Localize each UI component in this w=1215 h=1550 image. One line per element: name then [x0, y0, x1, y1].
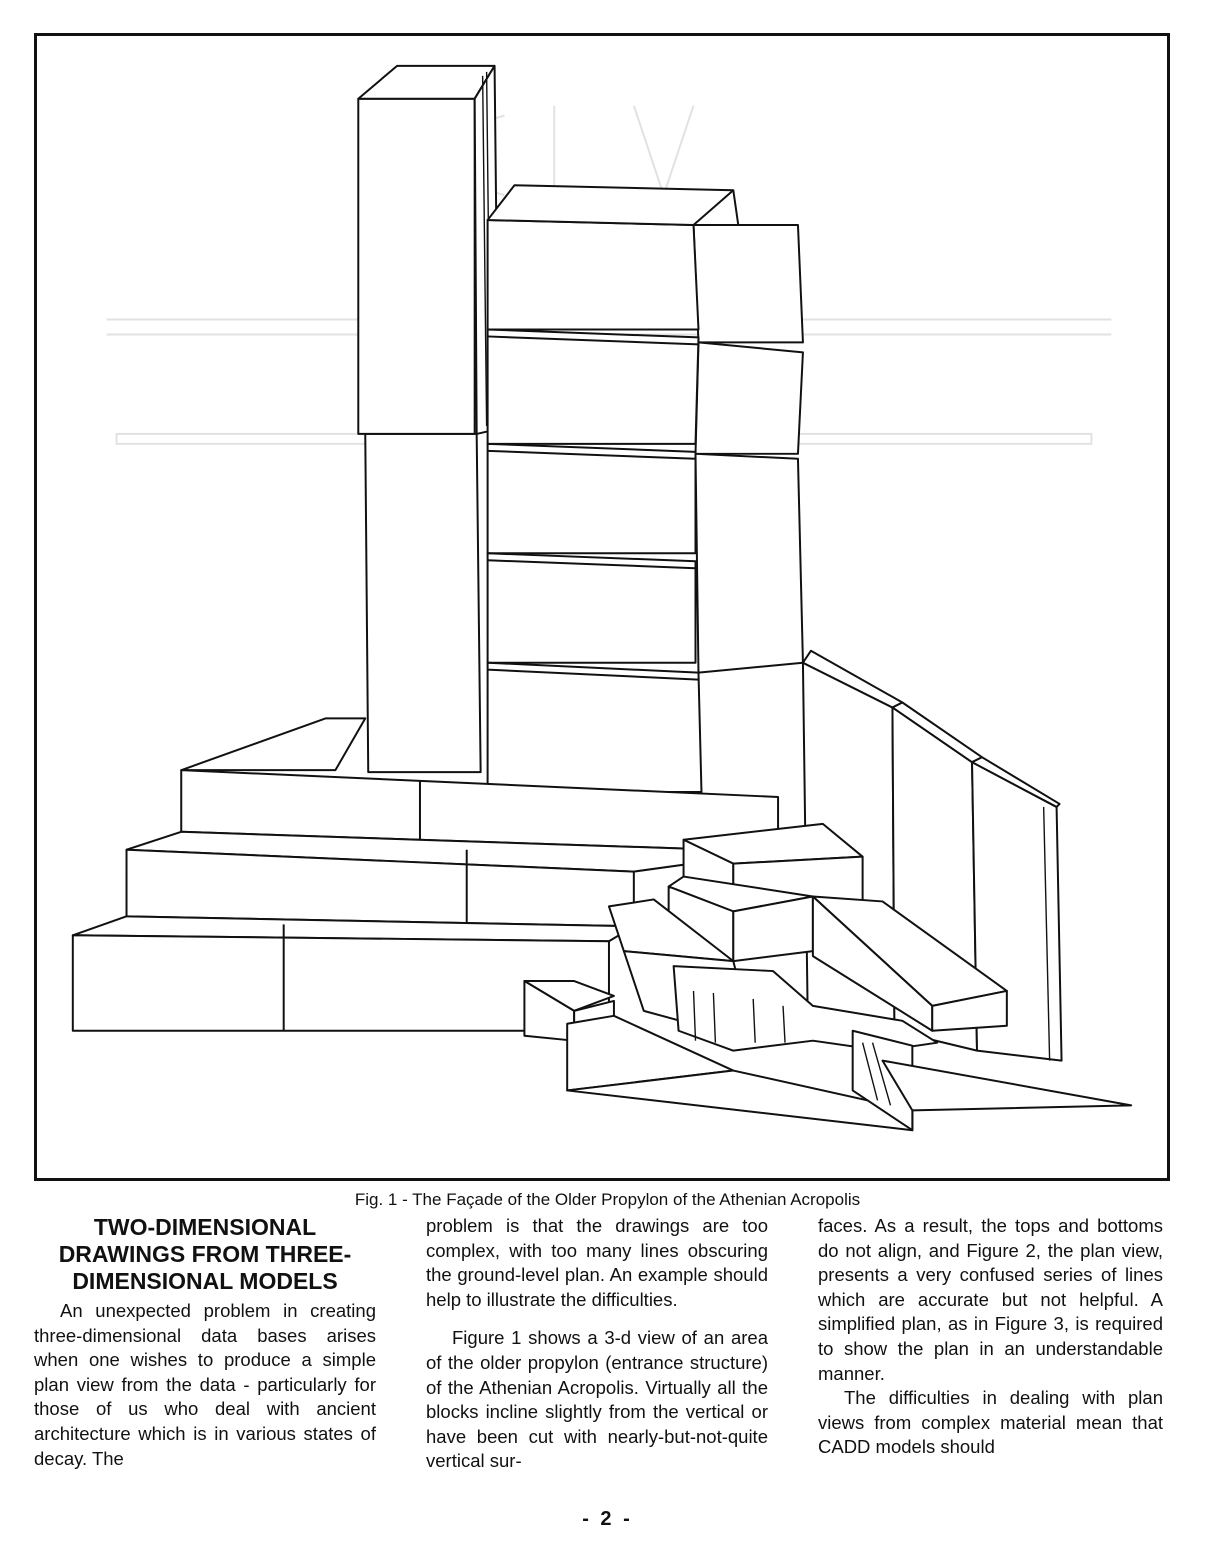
paragraph-col1-1: An unexpected problem in creating three-dimensional data bases arises when one wishes to produce a simple plan view from the data - particularly for those of us who deal with ancient architecture which is in various states of decay. The [34, 1300, 376, 1469]
column-3 [818, 1214, 1163, 1460]
paragraph-col3-1: faces. As a result, the tops and bottoms do not align, and Figure 2, the plan view, presents a very confused series of lines which are accurate but not helpful. A simplified plan, as in Figure 3, is required to show the plan in an understandable manner. [818, 1215, 1163, 1384]
paragraph-col2-1: problem is that the drawings are too complex, with too many lines obscuring the ground-level plan. An example should help to illustrate the difficulties. [426, 1215, 768, 1310]
propylon-3d-drawing [37, 36, 1167, 1178]
article-heading [34, 1214, 376, 1295]
tall-pier [358, 66, 498, 772]
figure-caption: Fig. 1 - The Façade of the Older Propylon of the Athenian Acropolis [354, 1190, 861, 1209]
column-2 [426, 1214, 768, 1474]
paragraph-col2-2: Figure 1 shows a 3-d view of an area of the older propylon (entrance structure) of the Athenian Acropolis. Virtually all the blocks incline slightly from the vertical or have been cut with nearly-but-not-quite vertical sur- [426, 1327, 768, 1472]
heading-line-1: TWO-DIMENSIONAL [93, 1214, 317, 1240]
heading-line-2: DRAWINGS FROM THREE- [58, 1241, 352, 1267]
page-number: - 2 - [582, 1508, 633, 1530]
heading-line-3: DIMENSIONAL MODELS [72, 1268, 338, 1294]
front-stack [488, 185, 803, 792]
paragraph-col3-2: The difficulties in dealing with plan views from complex material mean that CADD models should [818, 1387, 1163, 1458]
column-1 [34, 1214, 376, 1471]
figure-frame [34, 33, 1170, 1181]
